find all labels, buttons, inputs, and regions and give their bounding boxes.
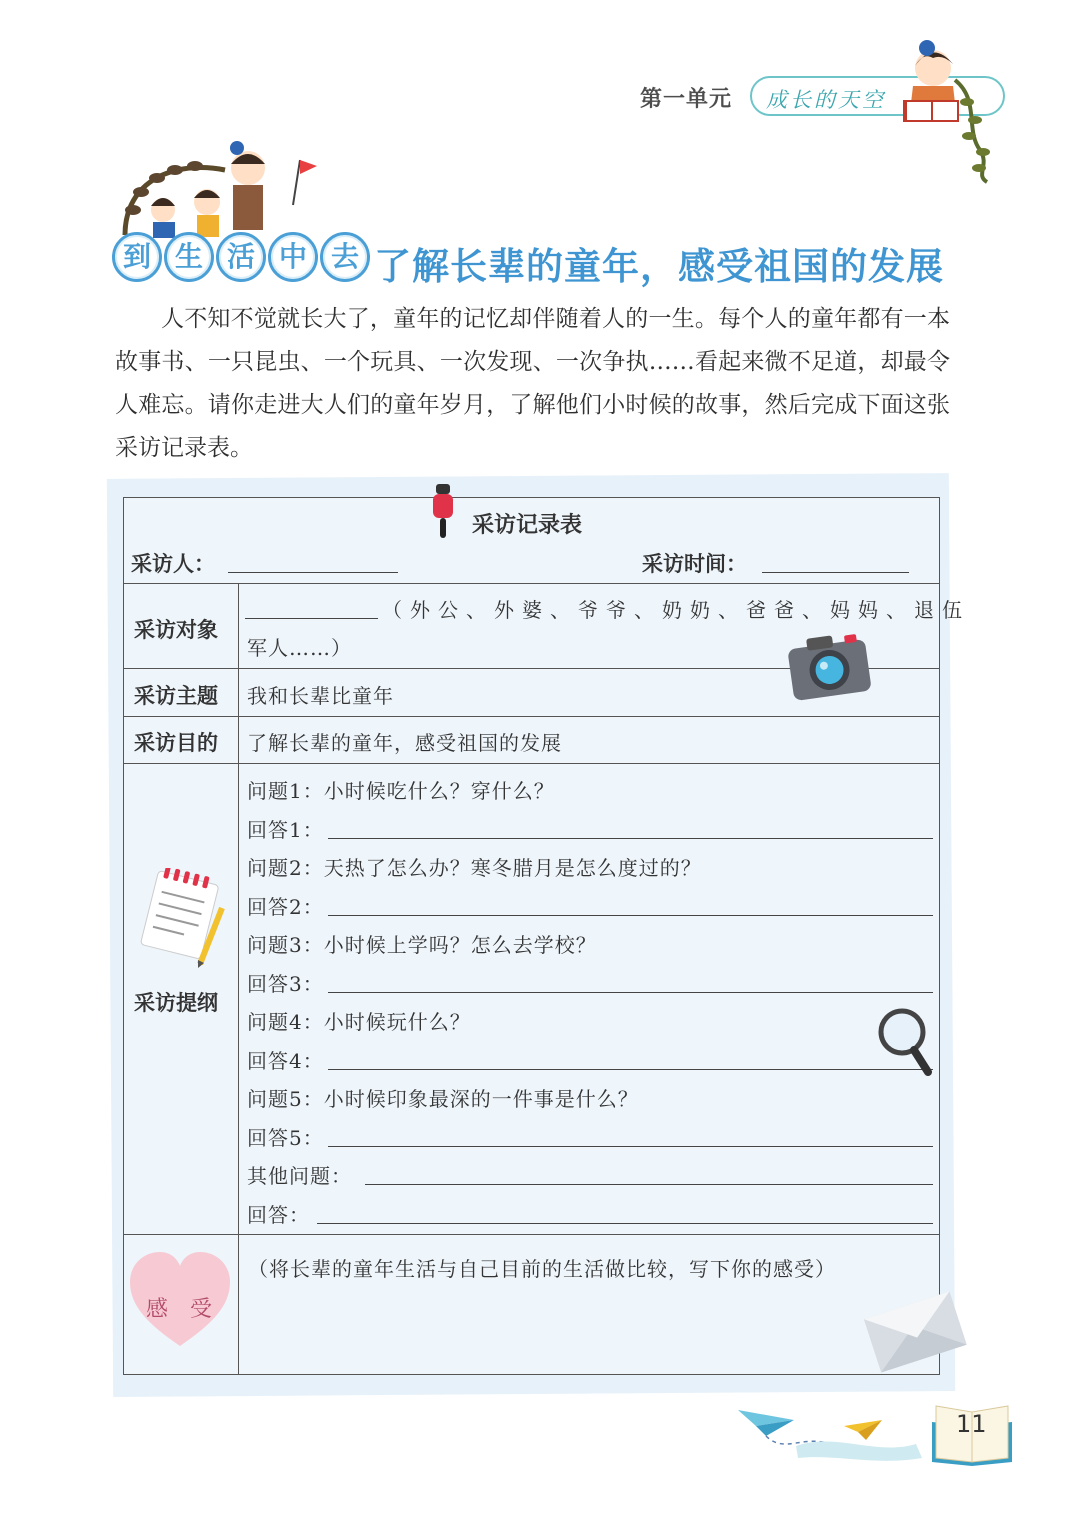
interviewer-label: 采访人：	[131, 552, 215, 576]
feeling-label: 感受	[146, 1297, 235, 1322]
answer-5-label: 回答5：	[247, 1126, 324, 1150]
target-label: 采访对象	[134, 618, 218, 642]
microphone-icon	[428, 480, 458, 542]
feeling-writing-area[interactable]	[248, 1292, 808, 1370]
other-answer-field[interactable]	[317, 1223, 933, 1224]
unit-label: 第一单元	[640, 87, 733, 112]
answer-3-label: 回答3：	[247, 972, 324, 996]
page-number: 11	[956, 1410, 987, 1438]
target-field[interactable]	[245, 618, 378, 619]
answer-1-field[interactable]	[328, 838, 933, 839]
paper-planes-illustration	[736, 1396, 930, 1472]
notepad-pencil-icon	[138, 868, 230, 968]
question-5: 问题5：小时候印象最深的一件事是什么？	[247, 1087, 639, 1111]
table-divider	[123, 716, 940, 717]
answer-1-label: 回答1：	[247, 818, 324, 842]
table-divider	[123, 763, 940, 764]
question-2: 问题2：天热了怎么办？寒冬腊月是怎么度过的？	[247, 856, 702, 880]
other-answer-label: 回答：	[247, 1203, 310, 1227]
other-question-label: 其他问题：	[247, 1164, 352, 1188]
section-badge-char: 到	[112, 232, 162, 282]
intro-paragraph: 人不知不觉就长大了，童年的记忆却伴随着人的一生。每个人的童年都有一本故事书、一只昆虫、一个玩具、一次发现、一次争执……看起来微不足道，却最令人难忘。请你走进大人们的童年岁月，了解他们小时候的故事，然后完成下面这张采访记录表。	[115, 306, 950, 461]
question-1: 问题1：小时候吃什么？穿什么？	[247, 779, 555, 803]
outline-label: 采访提纲	[134, 991, 218, 1015]
reading-child-illustration	[895, 40, 1010, 185]
form-title: 采访记录表	[472, 513, 583, 538]
answer-2-label: 回答2：	[247, 895, 324, 919]
section-badge	[112, 232, 370, 282]
section-badge-char: 活	[216, 232, 266, 282]
target-hint-continued: 军人……）	[247, 636, 352, 660]
interview-time-field[interactable]	[762, 572, 909, 573]
question-4: 问题4：小时候玩什么？	[247, 1010, 471, 1034]
envelope-icon	[862, 1288, 968, 1374]
other-question-field[interactable]	[365, 1184, 933, 1185]
topic-value: 我和长辈比童年	[247, 684, 394, 708]
interview-time-label: 采访时间：	[642, 552, 747, 576]
topic-label: 采访主题	[134, 684, 218, 708]
section-title: 了解长辈的童年，感受祖国的发展	[374, 245, 944, 288]
table-divider	[123, 1234, 940, 1235]
section-badge-char: 去	[320, 232, 370, 282]
table-divider	[123, 583, 940, 584]
question-3: 问题3：小时候上学吗？怎么去学校？	[247, 933, 597, 957]
section-badge-char: 生	[164, 232, 214, 282]
feeling-hint: （将长辈的童年生活与自己目前的生活做比较，写下你的感受）	[248, 1257, 836, 1281]
camera-icon	[786, 628, 872, 704]
purpose-label: 采访目的	[134, 731, 218, 755]
magnifier-icon	[874, 1004, 936, 1078]
target-hint: （外公、外婆、爷爷、奶奶、爸爸、妈妈、退伍	[382, 598, 970, 622]
answer-4-label: 回答4：	[247, 1049, 324, 1073]
answer-4-field[interactable]	[328, 1069, 933, 1070]
table-divider	[238, 583, 239, 1375]
section-badge-char: 中	[268, 232, 318, 282]
answer-5-field[interactable]	[328, 1146, 933, 1147]
answer-2-field[interactable]	[328, 915, 933, 916]
purpose-value: 了解长辈的童年，感受祖国的发展	[247, 731, 562, 755]
unit-theme-text: 成长的天空	[766, 88, 886, 112]
answer-3-field[interactable]	[328, 992, 933, 993]
interviewer-field[interactable]	[228, 572, 398, 573]
children-vine-illustration	[115, 140, 325, 240]
